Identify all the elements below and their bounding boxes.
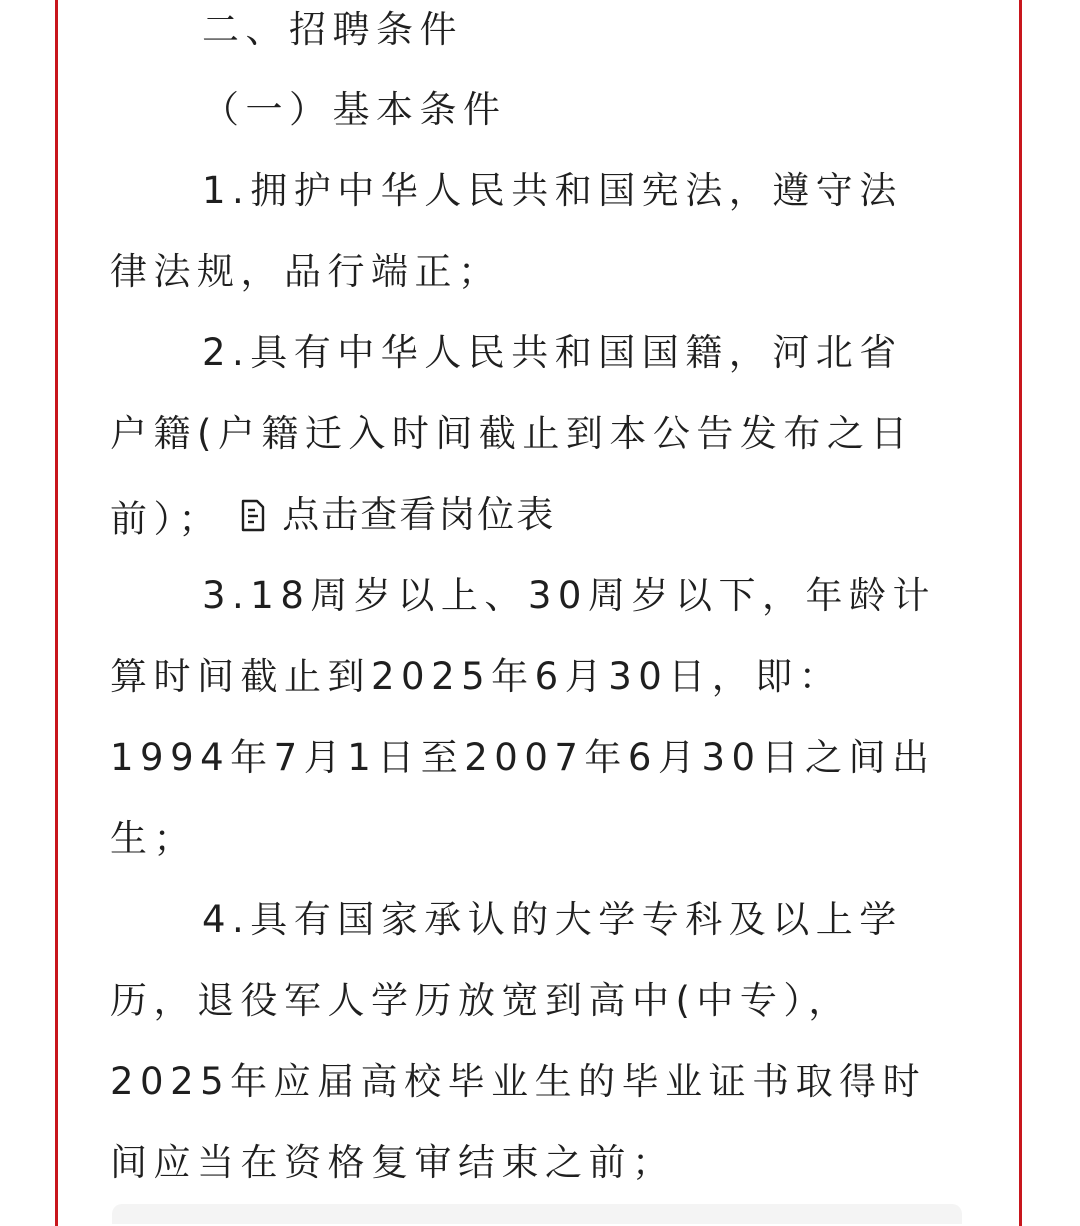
item2-line2: 户籍(户籍迁入时间截止到本公告发布之日: [110, 412, 914, 455]
item3-line3: 1994年7月1日至2007年6月30日之间出: [110, 736, 936, 779]
item1-line2: 律法规，品行端正；: [110, 250, 502, 293]
item4-line2: 历，退役军人学历放宽到高中(中专），: [110, 979, 852, 1022]
view-position-table-link-text[interactable]: 点击查看岗位表: [282, 493, 556, 536]
view-position-table-link[interactable]: [240, 485, 555, 545]
item1-line1: 1.拥护中华人民共和国宪法，遵守法: [202, 169, 903, 212]
item2-line3: [110, 485, 555, 545]
item4-line1: 4.具有国家承认的大学专科及以上学: [202, 898, 903, 941]
item4-line4: 间应当在资格复审结束之前；: [110, 1141, 676, 1184]
item3-line4: 生；: [110, 817, 197, 860]
item4-line3: 2025年应届高校毕业生的毕业证书取得时: [110, 1060, 927, 1103]
item3-line2: 算时间截止到2025年6月30日，即：: [110, 655, 843, 698]
bottom-panel-edge: [112, 1204, 962, 1224]
item2-line3-prefix: 前）；: [110, 497, 222, 541]
subsection-title: （一）基本条件: [202, 88, 507, 131]
item3-line1: 3.18周岁以上、30周岁以下，年龄计: [202, 574, 936, 617]
section-title: 二、招聘条件: [202, 8, 463, 51]
document-icon: [240, 499, 266, 532]
item2-line1: 2.具有中华人民共和国国籍，河北省: [202, 331, 903, 374]
